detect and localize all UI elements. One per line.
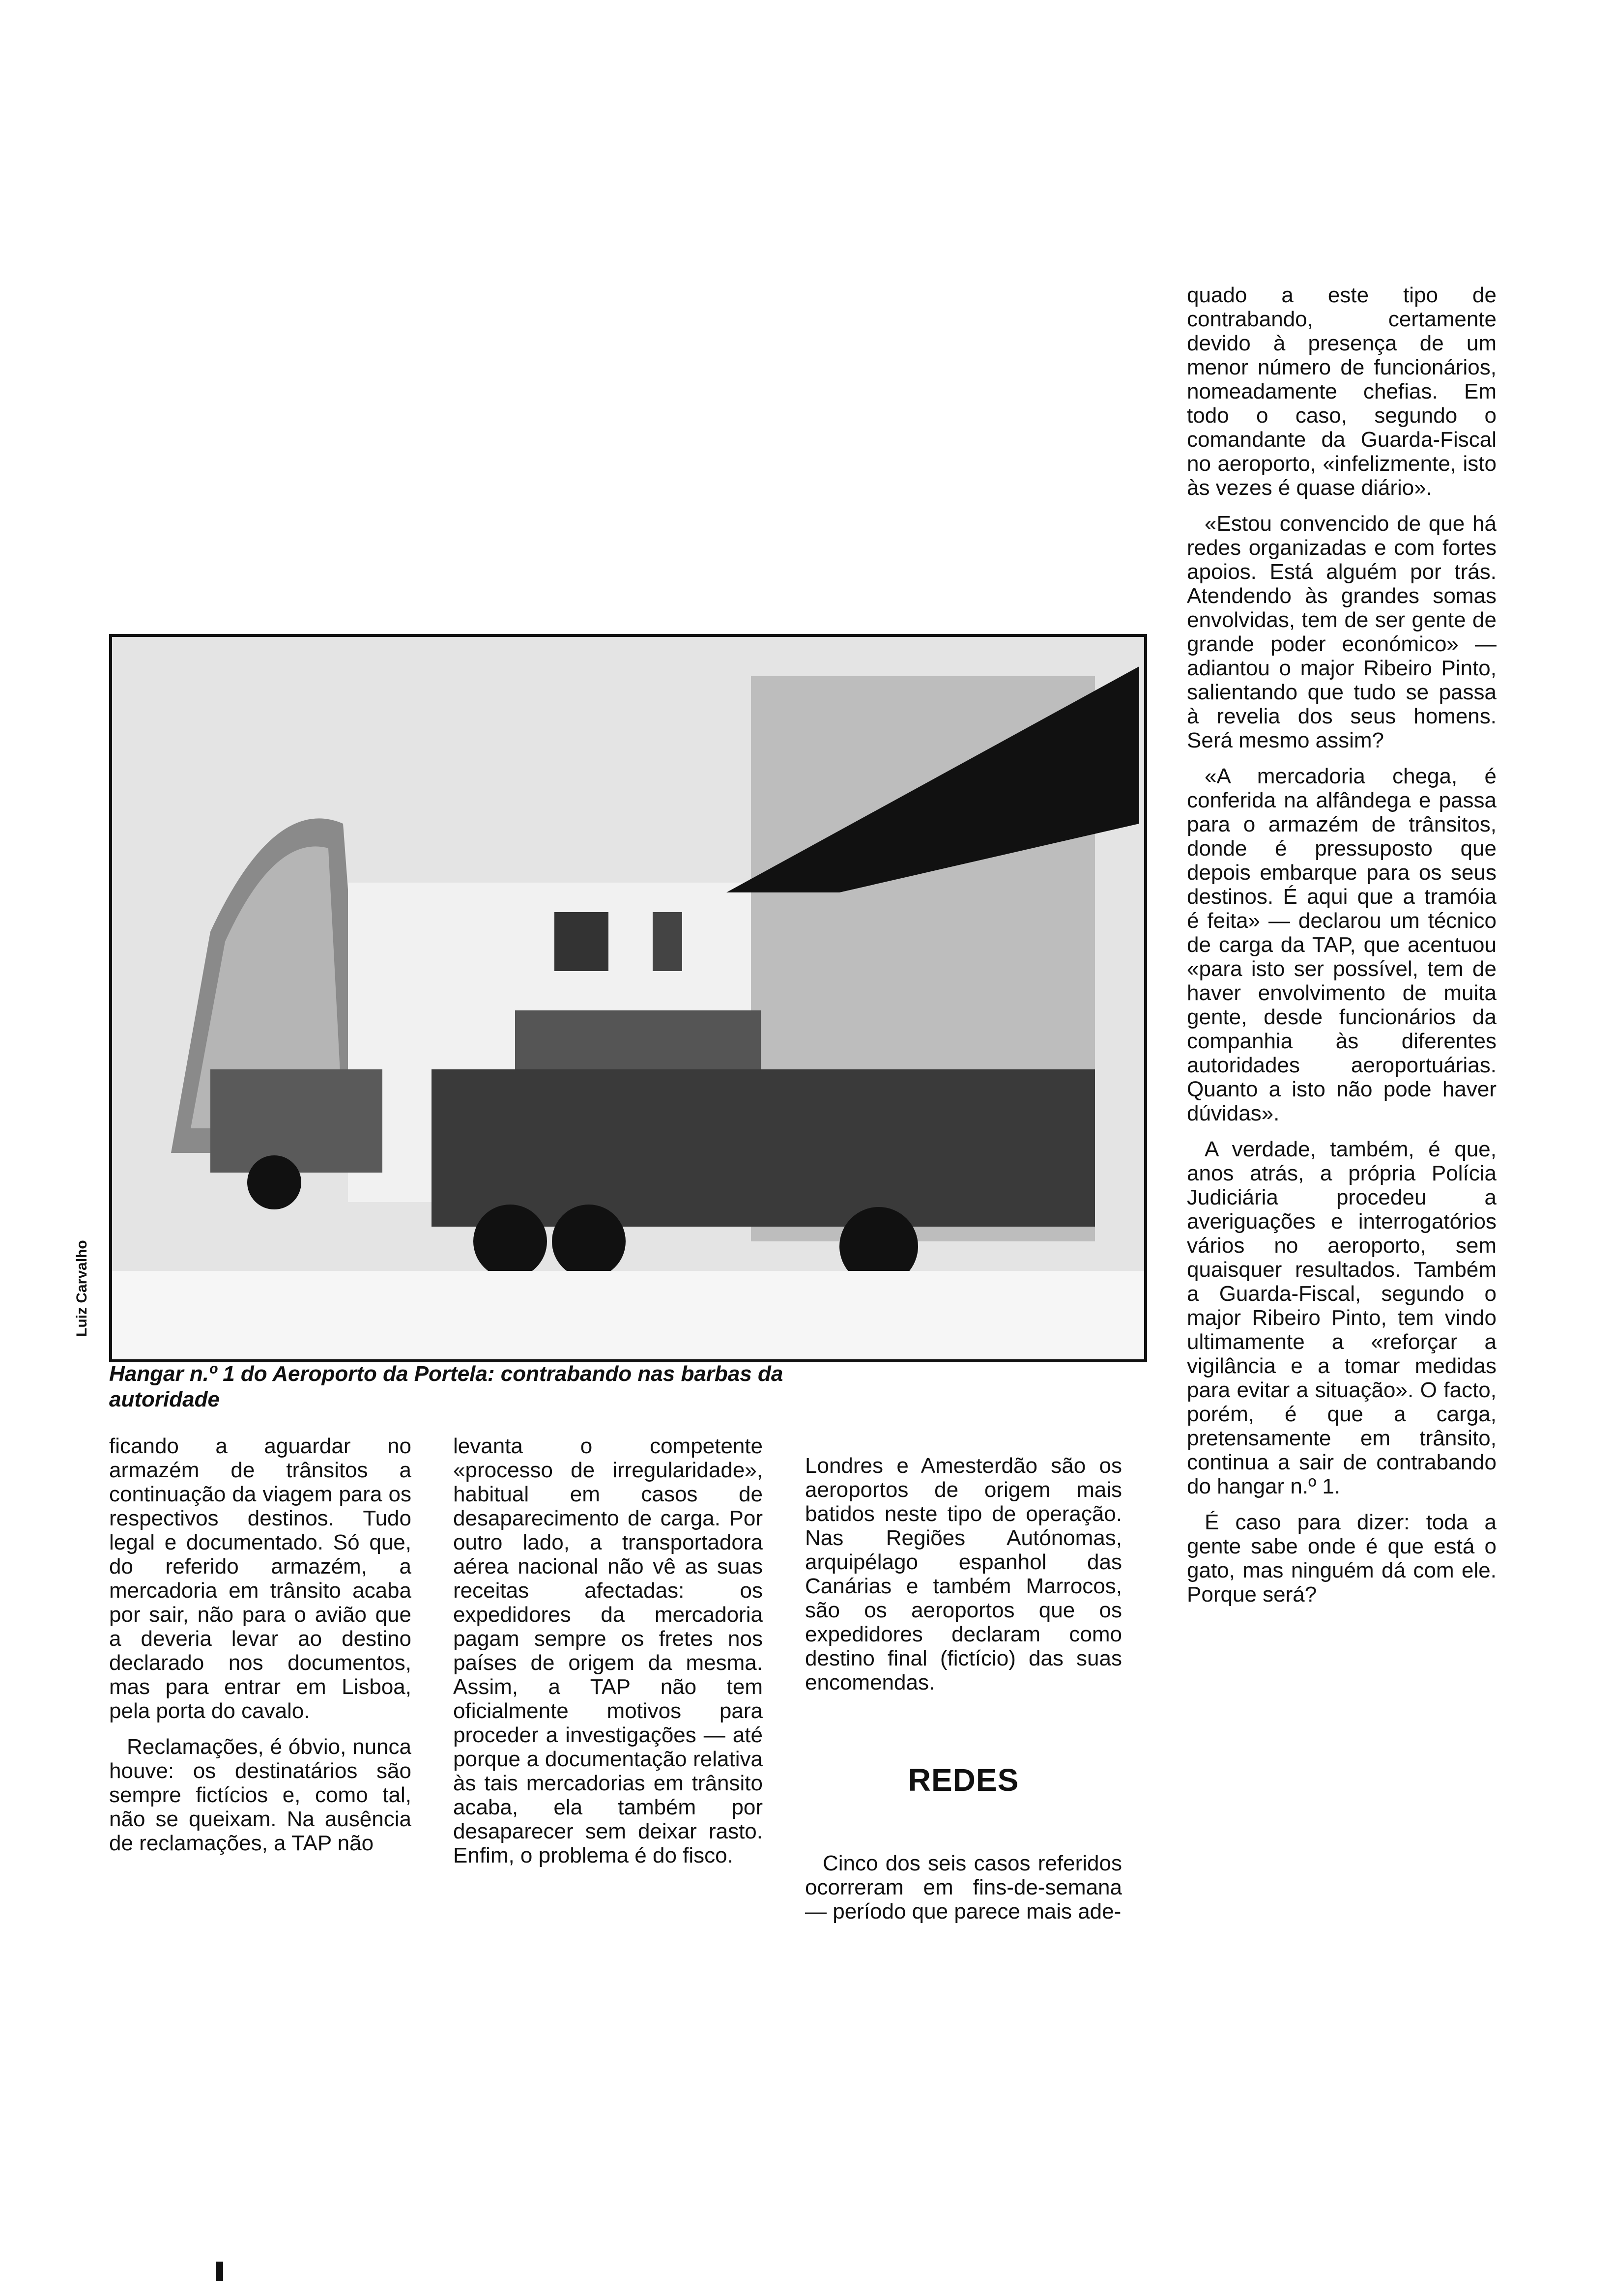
paragraph: Reclamações, é óbvio, nunca houve: os destinatários são sempre fictícios e, como tal, não se queixam. Na ausência de reclamações, a TAP não <box>109 1735 411 1855</box>
hangar-photo <box>109 634 1147 1362</box>
article-column-4 <box>1187 283 1497 1607</box>
scan-mark <box>216 2262 223 2281</box>
paragraph: A verdade, também, é que, anos atrás, a própria Polícia Judiciária procedeu a averiguações e interrogatórios vários no aeroporto, sem quaisquer resultados. Também a Guarda-Fiscal, segundo o major Ribeiro Pinto, tem vindo ultimamente a «reforçar a vigilância e a tomar medidas para evitar a situação». O facto, porém, é que a carga, pretensamente em trânsito, continua a sair de contrabando do hangar n.º 1. <box>1187 1137 1497 1498</box>
paragraph: ficando a aguardar no armazém de trânsitos a continuação da viagem para os respectivos destinos. Tudo legal e documentado. Só que, do referido armazém, a mercadoria em trânsito acaba por sair, não para o avião que a deveria levar ao destino declarado nos documentos, mas para entrar em Lisboa, pela porta do cavalo. <box>109 1434 411 1723</box>
article-column-2 <box>453 1434 763 1867</box>
paragraph: levanta o competente «processo de irregularidade», habitual em casos de desaparecimento de carga. Por outro lado, a transportadora aérea nacional não vê as suas receitas afectadas: os expedidores da mercadoria pagam sempre os fretes nos países de origem da mesma. Assim, a TAP não tem oficialmente motivos para proceder a investigações — até porque a documentação relativa às tais mercadorias em trânsito acaba, ela também por desaparecer sem deixar rasto. Enfim, o problema é do fisco. <box>453 1434 763 1867</box>
paragraph: É caso para dizer: toda a gente sabe onde é que está o gato, mas ninguém dá com ele. Porque será? <box>1187 1510 1497 1607</box>
paragraph: quado a este tipo de contrabando, certamente devido à presença de um menor número de funcionários, nomeadamente chefias. Em todo o caso, segundo o comandante da Guarda-Fiscal no aeroporto, «infelizmente, isto às vezes é quase diário». <box>1187 283 1497 500</box>
paragraph: Cinco dos seis casos referidos ocorreram em fins-de-semana — período que parece mais ade- <box>805 1851 1122 1923</box>
paragraph: Londres e Amesterdão são os aeroportos de origem mais batidos neste tipo de operação. Nas Regiões Autónomas, arquipélago espanhol das Canárias e também Marrocos, são os aeroportos que os expedidores declaram como destino final (fictício) das suas encomendas. <box>805 1454 1122 1694</box>
section-heading: REDES <box>908 1762 1019 1798</box>
photo-credit: Luiz Carvalho <box>74 1240 90 1337</box>
article-column-3 <box>805 1454 1122 1923</box>
paragraph: «A mercadoria chega, é conferida na alfândega e passa para o armazém de trânsitos, donde é pressuposto que depois embarque para os seus destinos. É aqui que a tramóia é feita» — declarou um técnico de carga da TAP, que acentuou «para isto ser possível, tem de haver envolvimento de muita gente, desde funcionários da companhia às diferentes autoridades aeroportuárias. Quanto a isto não pode haver dúvidas». <box>1187 764 1497 1125</box>
photo-caption: Hangar n.º 1 do Aeroporto da Portela: contrabando nas barbas da autoridade <box>109 1362 783 1411</box>
paragraph: «Estou convencido de que há redes organizadas e com fortes apoios. Está alguém por trás. Atendendo às grandes somas envolvidas, tem de ser gente de grande poder económico» — adiantou o major Ribeiro Pinto, salientando que tudo se passa à revelia dos seus homens. Será mesmo assim? <box>1187 512 1497 752</box>
hangar-photo-illustration <box>112 637 1144 1359</box>
article-column-1 <box>109 1434 411 1855</box>
